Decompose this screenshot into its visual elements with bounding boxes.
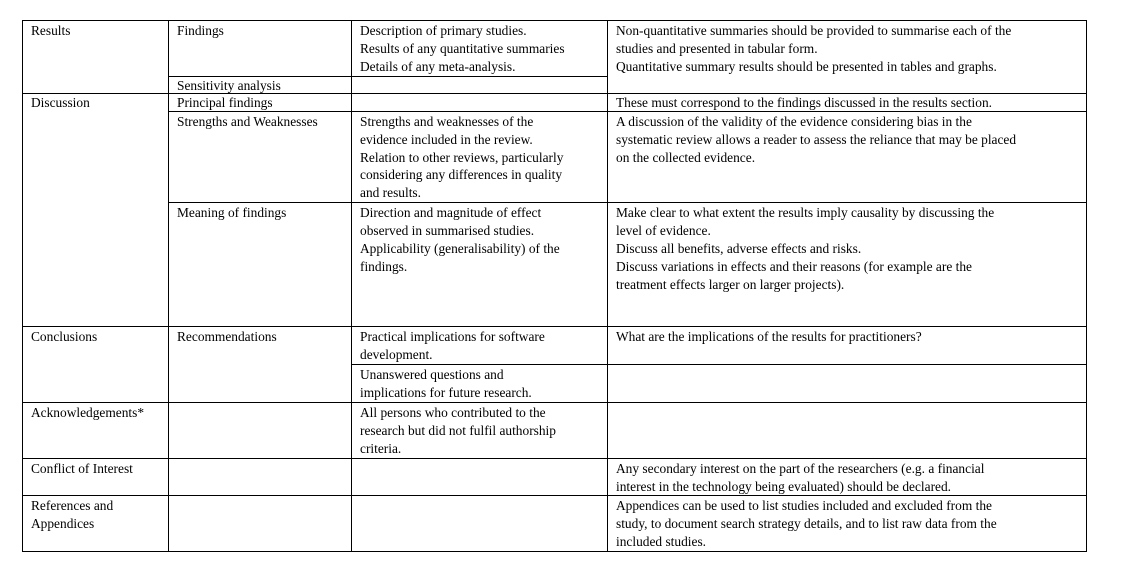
guidance-cell [608,365,1087,403]
guidance-cell: What are the implications of the results for practitioners? [608,327,1087,365]
description-cell: Unanswered questions and implications for future research. [352,365,608,403]
table-row [23,496,1087,552]
guidance-cell: Non-quantitative summaries should be provided to summarise each of the studies and presented in tabular form. Quantitative summary results should be presented in tables and graphs. [608,21,1087,94]
guidance-cell [608,402,1087,458]
section-cell: Discussion [23,93,169,111]
description-cell [352,458,608,496]
description-cell: Strengths and weaknesses of the evidence included in the review. Relation to other reviews, particularly considering any differences in quality and results. [352,111,608,203]
description-cell: Description of primary studies. Results of any quantitative summaries Details of any meta-analysis. [352,21,608,77]
description-cell: Practical implications for software development. [352,327,608,365]
guidance-cell: A discussion of the validity of the evidence considering bias in the systematic review allows a reader to assess the reliance that may be placed on the collected evidence. [608,111,1087,203]
description-cell [352,496,608,552]
item-cell: Sensitivity analysis [169,76,352,93]
item-cell [169,402,352,458]
item-cell: Strengths and Weaknesses [169,111,352,203]
guidance-cell: Appendices can be used to list studies included and excluded from the study, to document search strategy details, and to list raw data from the included studies. [608,496,1087,552]
section-cell [23,111,169,203]
table-row [23,402,1087,458]
guidance-cell: These must correspond to the findings discussed in the results section. [608,93,1087,111]
item-cell: Findings [169,21,352,77]
table-row [23,21,1087,77]
report-structure-table [22,20,1087,552]
item-cell: Meaning of findings [169,203,352,327]
section-cell: Conflict of Interest [23,458,169,496]
section-cell: References and Appendices [23,496,169,552]
item-cell [169,496,352,552]
section-cell: Conclusions [23,327,169,403]
item-cell [169,458,352,496]
section-cell: Acknowledgements* [23,402,169,458]
description-cell: All persons who contributed to the research but did not fulfil authorship criteria. [352,402,608,458]
table-row [23,93,1087,111]
section-cell [23,203,169,327]
guidance-cell: Any secondary interest on the part of the researchers (e.g. a financial interest in the technology being evaluated) should be declared. [608,458,1087,496]
description-cell [352,76,608,93]
description-cell [352,93,608,111]
section-cell: Results [23,21,169,94]
description-cell: Direction and magnitude of effect observed in summarised studies. Applicability (generalisability) of the findings. [352,203,608,327]
table-row [23,111,1087,203]
item-cell: Recommendations [169,327,352,403]
item-cell: Principal findings [169,93,352,111]
guidance-cell: Make clear to what extent the results imply causality by discussing the level of evidence. Discuss all benefits, adverse effects and risks. Discuss variations in effects and their reasons (for example are the treatment effects larger on larger projects). [608,203,1087,327]
table-row [23,327,1087,365]
table-row [23,458,1087,496]
table-row [23,203,1087,327]
